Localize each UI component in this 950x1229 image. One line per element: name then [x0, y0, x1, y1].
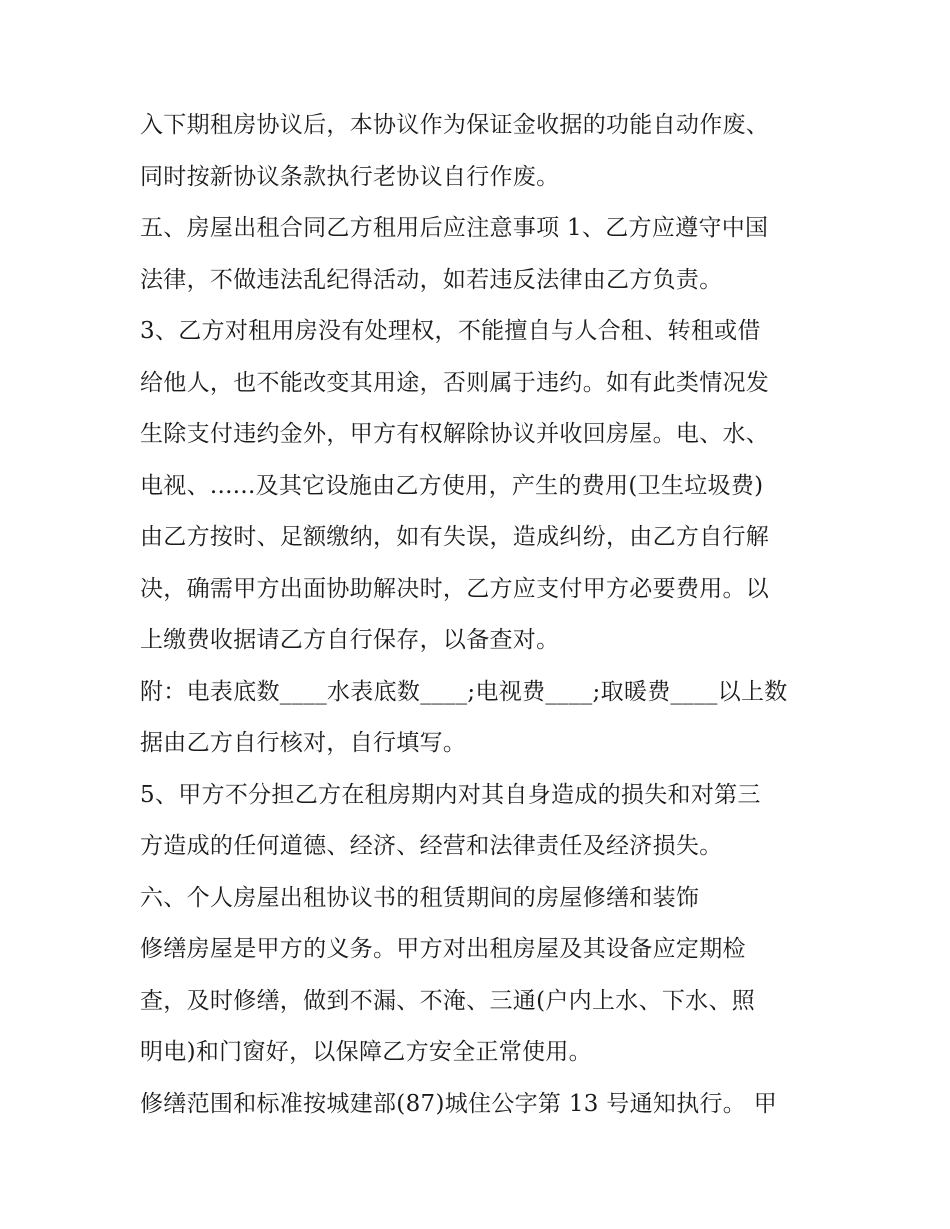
text-line: 修缮范围和标准按城建部(87)城住公字第 13 号通知执行。 甲 [140, 1090, 778, 1117]
text-line: 附：电表底数____水表底数____;电视费____;取暖费____以上数 [140, 678, 788, 705]
text-line: 电视、......及其它设施由乙方使用，产生的费用(卫生垃圾费) [140, 472, 764, 499]
text-line: 明电)和门窗好，以保障乙方安全正常使用。 [140, 1039, 592, 1065]
text-line: 决，确需甲方出面协助解决时，乙方应支付甲方必要费用。以 [140, 575, 770, 602]
text-line: 查，及时修缮，做到不漏、不淹、三通(户内上水、下水、照 [140, 987, 756, 1014]
text-line: 修缮房屋是甲方的义务。甲方对出租房屋及其设备应定期检 [140, 936, 746, 962]
text-line: 方造成的任何道德、经济、经营和法律责任及经济损失。 [140, 833, 723, 859]
text-line: 生除支付违约金外，甲方有权解除协议并收回房屋。电、水、 [140, 421, 770, 447]
text-line: 同时按新协议条款执行老协议自行作废。 [140, 163, 560, 190]
text-line: 六、个人房屋出租协议书的租赁期间的房屋修缮和装饰 [140, 884, 700, 911]
text-line: 3、乙方对租用房没有处理权，不能擅自与人合租、转租或借 [140, 318, 761, 344]
text-line: 上缴费收据请乙方自行保存，以备查对。 [140, 627, 560, 653]
text-line: 据由乙方自行核对，自行填写。 [140, 730, 467, 756]
text-line: 由乙方按时、足额缴纳，如有失误，造成纠纷，由乙方自行解 [140, 524, 770, 550]
text-line: 法律，不做违法乱纪得活动，如若违反法律由乙方负责。 [140, 266, 723, 293]
document-body [140, 100, 820, 1130]
text-line: 5、甲方不分担乙方在租房期内对其自身造成的损失和对第三 [140, 781, 761, 808]
text-line: 五、房屋出租合同乙方租用后应注意事项 1、乙方应遵守中国 [140, 215, 769, 241]
text-line: 给他人，也不能改变其用途，否则属于违约。如有此类情况发 [140, 369, 770, 396]
text-line: 入下期租房协议后，本协议作为保证金收据的功能自动作废、 [140, 112, 770, 138]
